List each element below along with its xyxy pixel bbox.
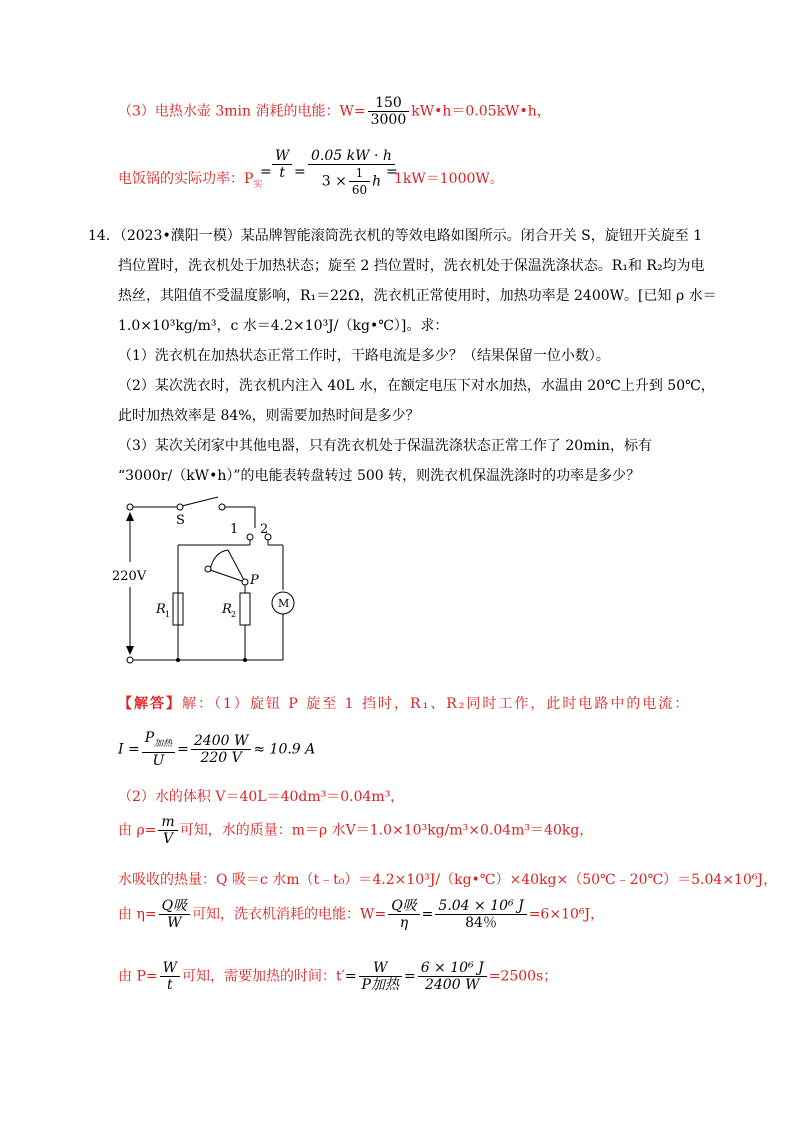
answer-line6: 由 P= $\frac{W}{t}$ 可知，需要加热的时间：t′= $\frac{W}{\text{P加热}}$ = $\frac{\text{6 × 10⁶ J}}{2400 W}$ =2500s； — [118, 960, 558, 993]
denominator: P加热 — [361, 977, 399, 993]
numerator: 1 — [349, 165, 370, 182]
text: 1kW＝1000W。 — [394, 171, 504, 187]
numerator: W — [272, 148, 292, 165]
knob-label: P — [250, 573, 259, 588]
denominator: 84％ — [465, 915, 497, 931]
fraction — [160, 960, 180, 993]
denominator: t — [166, 977, 173, 993]
answer-line5: 由 η= $\frac{\text{Q吸}}{W}$ 可知，洗衣机消耗的电能：W= $\frac{\text{Q吸}}{\eta}$ = $\frac{\text{5.04 × 10⁶ J}}{84\%}$ =6×10⁶J， — [118, 898, 605, 931]
answer-line2: （2）水的体积 V＝40L＝40dm³＝0.04m³， — [118, 789, 405, 805]
text: 由 P= — [118, 968, 158, 985]
q14-subquestion-1: （1）洗衣机在加热状态正常工作时，干路电流是多少？（结果保留一位小数）。 — [118, 348, 610, 364]
numerator: Q吸 — [388, 898, 419, 915]
fraction-energy — [308, 148, 395, 198]
text: 电饭锅的实际功率：P — [118, 171, 254, 187]
subscript: 实 — [253, 179, 263, 190]
numerator: 0.05 kW · h — [308, 148, 395, 165]
equals: = — [260, 164, 272, 180]
numerator: 2400 W — [191, 733, 251, 750]
q14-subquestion-3-cont: “3000r/（kW•h）”的电能表转盘转过 500 转，则洗衣机保温洗涤时的功率是多少？ — [118, 468, 641, 484]
position-2-label: 2 — [260, 522, 269, 537]
text: =2500s； — [488, 968, 558, 985]
text: 由 η= — [118, 906, 157, 923]
switch-label: S — [176, 513, 185, 528]
text: kW•h＝0.05kW•h， — [411, 103, 551, 120]
r1-subscript: 1 — [165, 610, 171, 619]
text: ≈ 10.9 A — [253, 741, 316, 758]
denominator: 2400 W — [424, 977, 480, 993]
q14-subquestion-2: （2）某次洗衣时，洗衣机内注入 40L 水，在额定电压下对水加热，水温由 20℃上升到 50℃， — [118, 378, 715, 394]
denominator: η — [399, 915, 409, 931]
text: =6×10⁶J， — [528, 906, 605, 923]
q14-line1 — [88, 226, 702, 246]
text: 由 ρ= — [118, 822, 157, 839]
fraction-w-t — [272, 148, 292, 181]
numerator: W — [160, 960, 180, 977]
denominator: 60 — [351, 183, 368, 197]
denominator: t — [279, 165, 286, 181]
r2-subscript: 2 — [231, 610, 237, 619]
numerator: 150 — [368, 95, 410, 112]
answer-line3 — [118, 814, 593, 847]
fraction — [142, 730, 175, 769]
denominator: 3000 — [370, 112, 407, 128]
position-1-label: 1 — [230, 522, 239, 537]
text: 可知，需要加热的时间：t′ — [182, 968, 345, 985]
r2-label: R — [222, 602, 232, 617]
denominator: W — [167, 915, 182, 931]
denominator: U — [152, 752, 165, 769]
fraction — [349, 165, 370, 198]
numerator: Q吸 — [159, 898, 190, 915]
q14-line4: 1.0×10³kg/m³，c 水＝4.2×10³J/（kg•℃）]。求： — [118, 318, 449, 334]
subscript: 加热 — [154, 738, 173, 749]
fraction — [158, 814, 177, 847]
motor-label: M — [278, 597, 290, 610]
text: h — [372, 173, 382, 190]
answer-tag: 【解答】 — [118, 696, 182, 712]
q14-line2: 挡位置时，洗衣机处于加热状态；旋至 2 挡位置时，洗衣机处于保温洗涤状态。R₁和 R₂均为电 — [118, 258, 705, 274]
voltage-label: 220V — [112, 569, 147, 584]
denominator: 220 V — [200, 749, 242, 766]
fraction — [435, 898, 526, 931]
denominator: V — [163, 831, 174, 847]
answer-current-formula: I = $\frac{P_{加热}}{U}$ = $\frac{2400 W}{220 V}$ ≈ 10.9 A — [118, 730, 316, 769]
fraction — [159, 898, 190, 931]
fraction — [191, 733, 251, 766]
numerator — [142, 730, 175, 753]
numerator: 6 × 10⁶ J — [418, 960, 487, 977]
q14-line3: 热丝，其阻值不受温度影响，R₁＝22Ω，洗衣机正常使用时，加热功率是 2400W。[已知 ρ 水＝ — [118, 288, 717, 304]
q14-subquestion-3: （3）某次关闭家中其他电器，只有洗衣机处于保温洗涤状态正常工作了 20min，标有 — [118, 438, 652, 454]
text: 可知，水的质量：m＝ρ 水V＝1.0×10³kg/m³×0.04m³＝40kg， — [179, 822, 594, 839]
circuit-diagram — [110, 490, 310, 670]
answer-line4: 水吸收的热量：Q 吸＝c 水m（t﹣t₀）＝4.2×10³J/（kg•℃）×40kg×（50℃﹣20℃）＝5.04×10⁶J， — [118, 872, 778, 888]
r1-label: R — [156, 602, 166, 617]
text: 解：（1）旋钮 P 旋至 1 挡时，R₁、R₂同时工作，此时电路中的电流： — [182, 696, 691, 712]
text: 3 × — [321, 173, 347, 190]
fraction — [418, 960, 487, 993]
text: 可知，洗衣机消耗的电能：W= — [192, 906, 387, 923]
fraction — [368, 95, 410, 128]
fraction — [359, 960, 402, 993]
q14-subquestion-2-cont: 此时加热效率是 84%，则需要加热时间是多少？ — [118, 408, 420, 424]
answer-line1 — [118, 694, 690, 714]
fraction — [388, 898, 419, 931]
numerator: m — [158, 814, 177, 831]
q13-part3-line1 — [118, 95, 551, 128]
text: （3）电热水壶 3min 消耗的电能：W= — [118, 103, 366, 120]
numerator: W — [359, 960, 402, 977]
text: P — [144, 730, 155, 746]
numerator: 5.04 × 10⁶ J — [435, 898, 526, 915]
text: I = — [118, 741, 140, 758]
text: （2023•濮阳一模）某品牌智能滚筒洗衣机的等效电路如图所示。闭合开关 S，旋钮开关旋至 1 — [119, 228, 703, 244]
question-number: 14． — [88, 228, 120, 244]
text — [118, 168, 262, 190]
denominator — [308, 165, 395, 198]
